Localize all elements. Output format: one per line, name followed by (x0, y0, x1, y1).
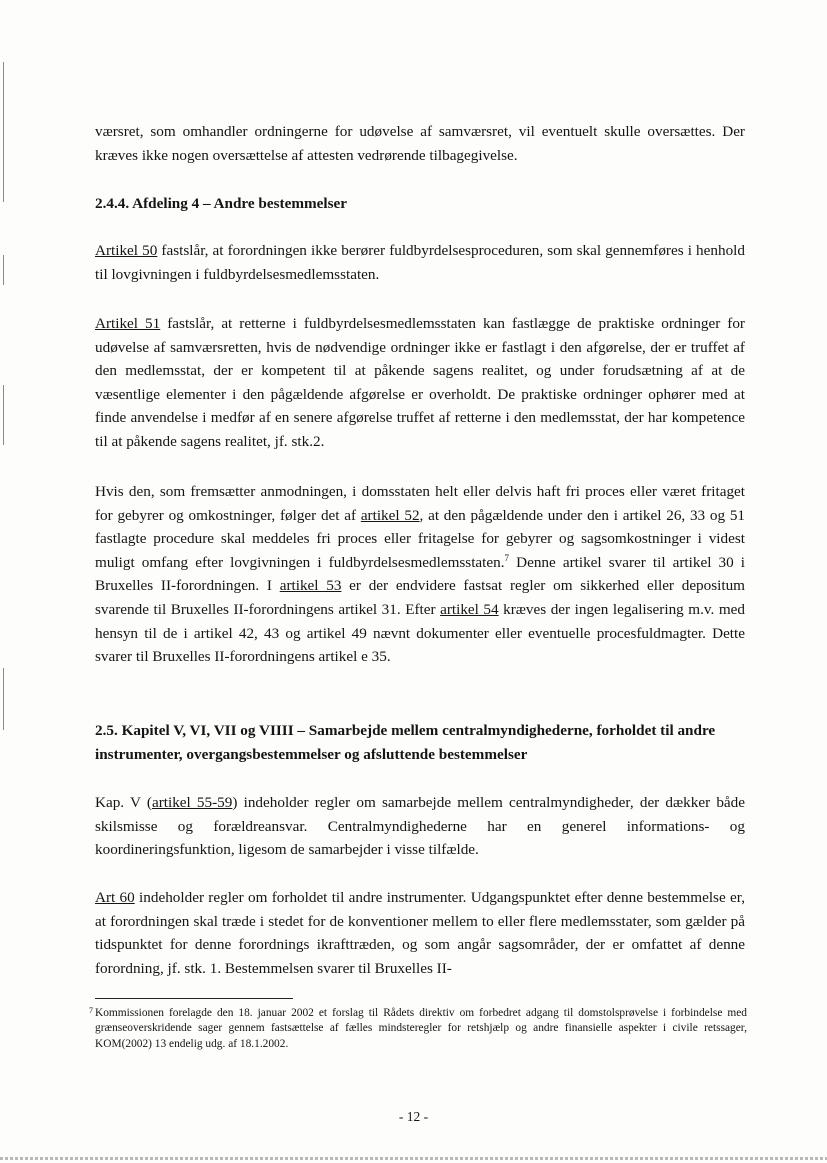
paragraph-translation: værsret, som omhandler ordningerne for udøvelse af samværsret, vil eventuelt skulle oversættes. Der kræves ikke nogen oversættelse af attesten vedrørende tilbagegivelse. (95, 123, 745, 164)
article-53-link[interactable]: artikel 53 (279, 577, 342, 595)
article-51-text: fastslår, at retterne i fuldbyrdelsesmedlemsstaten kan fastlægge de praktiske ordninger for udøvelse af samværsretten, hvis de nødvendige ordninger ikke er fastlagt i den afgørelse, der er truffet af den medlemsstat, der er kompetent til at påkende sagens realitet, og under forudsætning af at de væsentlige elementer i den pågældende afgørelse er overholdt. De praktiske ordninger ophører med at finde anvendelse i medfør af en senere afgørelse truffet af retterne i den medlemsstat, der har kompetence til at påkende sagens realitet, jf. stk.2. (95, 315, 745, 450)
article-52-link[interactable]: artikel 52 (360, 506, 420, 524)
article-54-link[interactable]: artikel 54 (440, 600, 499, 618)
page-number: - 12 - (398, 1109, 429, 1124)
footnote-7 (89, 1006, 747, 1052)
scan-edge-mark (3, 255, 4, 285)
footnote-number: 7 (89, 1006, 93, 1015)
scan-edge-mark (3, 385, 4, 445)
scan-edge-mark (3, 668, 4, 730)
section-heading-2-5: 2.5. Kapitel V, VI, VII og VIIII – Samarbejde mellem centralmyndighederne, forholdet til andre instrumenter, overgangsbestemmelser og afsluttende bestemmelser (95, 722, 716, 763)
article-51-link[interactable]: Artikel 51 (95, 315, 161, 332)
article-55-59-link[interactable]: artikel 55-59 (151, 794, 233, 811)
footnote-text: Kommissionen forelagde den 18. januar 2002 et forslag til Rådets direktiv om forbedret adgang til domstolsprøvelse i forbindelse med grænseoverskridende sager gennem fastsættelse af fælles mindsteregler for retshjælp og andre finansielle aspekter i civile retssager, KOM(2002) 13 endelig udg. af 18.1.2002. (95, 1007, 747, 1050)
footnote-separator (95, 998, 293, 999)
footnote-marker[interactable]: 7 (504, 552, 510, 563)
article-60-link[interactable]: Art 60 (95, 889, 135, 906)
article-50-text: fastslår, at forordningen ikke berører fuldbyrdelsesproceduren, som skal gennemføres i henhold til lovgivningen i fuldbyrdelsesmedlemsstaten. (95, 242, 745, 283)
paragraph-chapter-5: Kap. V (artikel 55-59) indeholder regler om samarbejde mellem centralmyndigheder, der dækker både skilsmisse og forældreansvar. Centralmyndighederne har en generel informations- og koordineringsfunktion, ligesom de samarbejder i visse tilfælde. (95, 794, 745, 859)
scan-edge-mark (3, 62, 4, 202)
scan-bottom-edge (0, 1157, 827, 1160)
paragraph-article-51 (95, 312, 745, 454)
paragraph-article-50 (95, 239, 745, 286)
paragraph-article-52-54: Hvis den, som fremsætter anmodningen, i domsstaten helt eller delvis haft fri proces eller været fritaget for gebyrer og omkostninger, følger det af artikel 52, at den pågældende under den i artikel 26, 33 og 51 fastlagte procedure skal meddeles fri proces eller fritagelse for gebyrer og sagsomkostninger i videst muligt omfang efter lovgivningen i fuldbyrdelsesmedlemsstaten.$^7$ Denne artikel svarer til artikel 30 i Bruxelles II-forordningen. I artikel 53 er der endvidere fastsat regler om sikkerhed eller depositum svarende til Bruxelles II-forordningens artikel 31. Efter artikel 54 kræves der ingen legalisering m.v. med hensyn til de i artikel 42, 43 og artikel 49 nævnt dokumenter eller eventuelle procesfuldmagter. Dette svarer til Bruxelles II-forordningens artikel e 35. (95, 483, 746, 666)
section-heading-2-4-4: 2.4.4. Afdeling 4 – Andre bestemmelser (95, 195, 347, 212)
paragraph-article-60: Art 60 indeholder regler om forholdet til andre instrumenter. Udgangspunktet efter denne bestemmelse er, at forordningen skal træde i stedet for de konventioner mellem to eller flere medlemsstater, som gælder på tidspunktet for denne forordnings ikrafttræden, og som angår sagsområder, der er omfattet af denne forordning, jf. stk. 1. Bestemmelsen svarer til Bruxelles II- (95, 889, 745, 977)
article-50-link[interactable]: Artikel 50 (95, 242, 158, 259)
